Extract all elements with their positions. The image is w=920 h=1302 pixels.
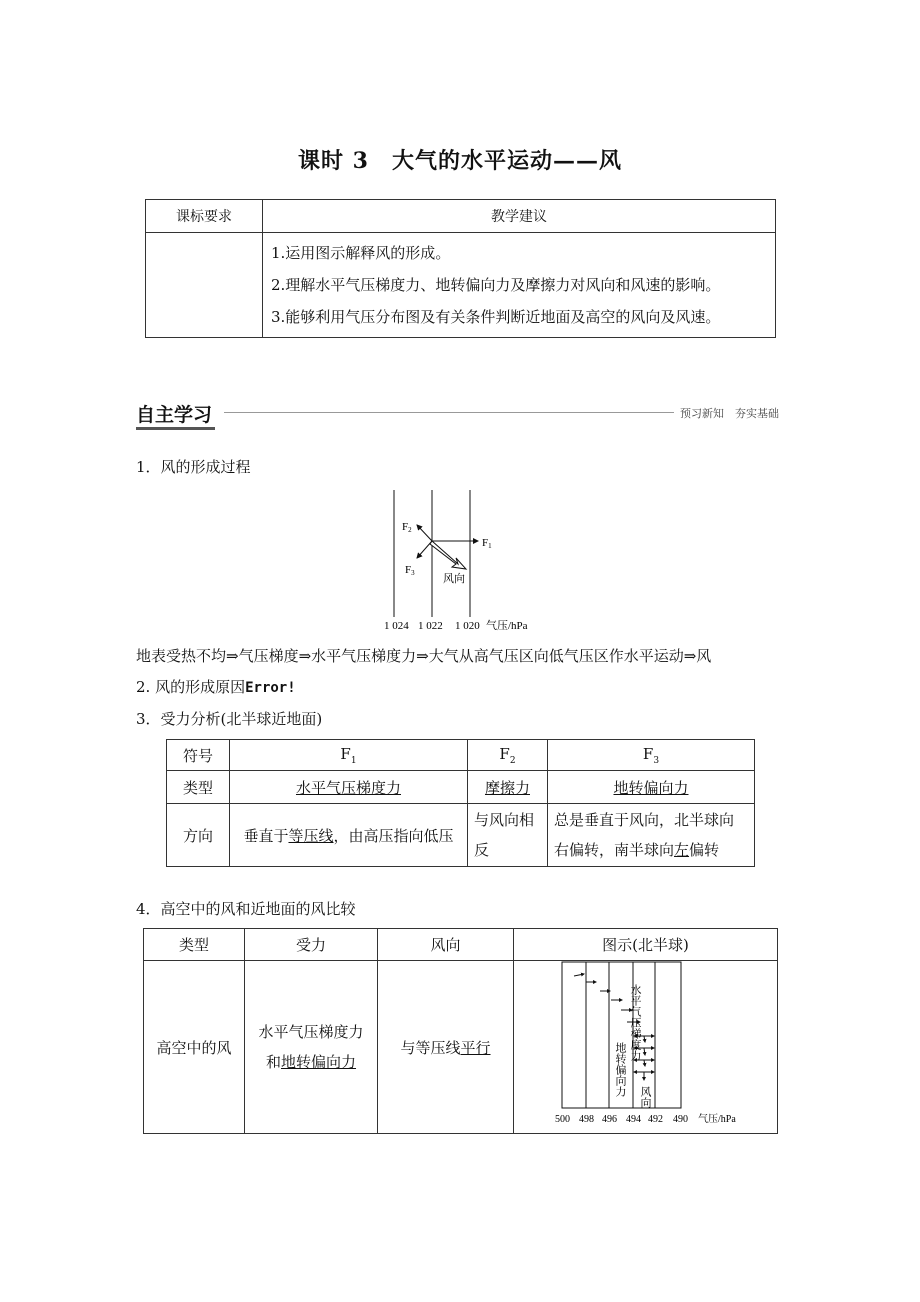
upper-air-direction: 与等压线平行 [378, 961, 514, 1134]
force-analysis-table [166, 739, 755, 867]
coriolis-label: 地转偏向力 [614, 1042, 626, 1097]
suggestion-item: 1.运用图示解释风的形成。 [271, 244, 451, 262]
f1-label: F1 [482, 537, 492, 550]
wind-label: 风向 [443, 573, 465, 585]
isobar-label: 496 [602, 1114, 617, 1125]
wind-formation-diagram [380, 485, 530, 635]
f2-symbol: $F_2$ [468, 740, 548, 771]
f3-symbol: $F_3$ [548, 740, 755, 771]
unit-label: 气压/hPa [698, 1114, 736, 1125]
header-standards: 课标要求 [146, 200, 263, 233]
f2-label: F2 [402, 521, 412, 534]
header-force: 受力 [245, 929, 378, 961]
section-subtitle: 预习新知 夯实基础 [680, 407, 779, 420]
f3-direction: 总是垂直于风向，北半球向右偏转，南半球向左偏转 [548, 804, 755, 867]
f1-type: 水平气压梯度力 [230, 771, 468, 804]
isobar-label: 500 [555, 1114, 570, 1125]
f2-type: 摩擦力 [468, 771, 548, 804]
f2-direction: 与风向相反 [468, 804, 548, 867]
row-label-symbol: 符号 [167, 740, 230, 771]
header-type: 类型 [144, 929, 245, 961]
suggestion-item: 3.能够利用气压分布图及有关条件判断近地面及高空的风向及风速。 [271, 308, 721, 326]
unit-label: 气压/hPa [486, 620, 528, 632]
wind-direction-arrow [430, 541, 466, 569]
section-divider [224, 412, 674, 413]
isobar-label: 490 [673, 1114, 688, 1125]
upper-air-wind-label: 高空中的风 [144, 961, 245, 1134]
wind-formation-chain: 地表受热不均⇒气压梯度⇒水平气压梯度力⇒大气从高气压区向低气压区作水平运动⇒风 [136, 647, 712, 665]
wind-label: 风向 [639, 1086, 651, 1108]
pgf-label: 水平气压梯度力 [629, 984, 641, 1061]
item-2-heading: 2. 风的形成原因Error! [136, 678, 296, 696]
upper-air-forces: 水平气压梯度力 和地转偏向力 [245, 961, 378, 1134]
upper-air-wind-diagram [548, 960, 773, 1128]
isobar-label: 1 022 [418, 620, 443, 632]
section-title: 自主学习 [136, 404, 213, 426]
isobar-label: 1 024 [384, 620, 409, 632]
error-text: Error! [245, 680, 296, 696]
isobar-label: 492 [648, 1114, 663, 1125]
f1-direction: 垂直于等压线，由高压指向低压 [230, 804, 468, 867]
f3-type: 地转偏向力 [548, 771, 755, 804]
item-1-heading: 1．风的形成过程 [136, 458, 251, 476]
header-suggestions: 教学建议 [263, 200, 776, 233]
standards-table [145, 199, 776, 338]
header-direction: 风向 [378, 929, 514, 961]
isobar-label: 498 [579, 1114, 594, 1125]
f3-label: F3 [405, 564, 415, 577]
isobar-label: 1 020 [455, 620, 480, 632]
f2-arrow [417, 525, 432, 541]
header-diagram: 图示(北半球) [514, 929, 778, 961]
row-label-direction: 方向 [167, 804, 230, 867]
section-underline [136, 427, 215, 430]
row-label-type: 类型 [167, 771, 230, 804]
page-title: 课时 3 大气的水平运动——风 [298, 148, 622, 174]
isobar-label: 494 [626, 1114, 641, 1125]
item-4-heading: 4．高空中的风和近地面的风比较 [136, 900, 356, 918]
suggestion-item: 2.理解水平气压梯度力、地转偏向力及摩擦力对风向和风速的影响。 [271, 276, 721, 294]
item-3-heading: 3．受力分析(北半球近地面) [136, 710, 323, 728]
f1-symbol: $F_1$ [230, 740, 468, 771]
